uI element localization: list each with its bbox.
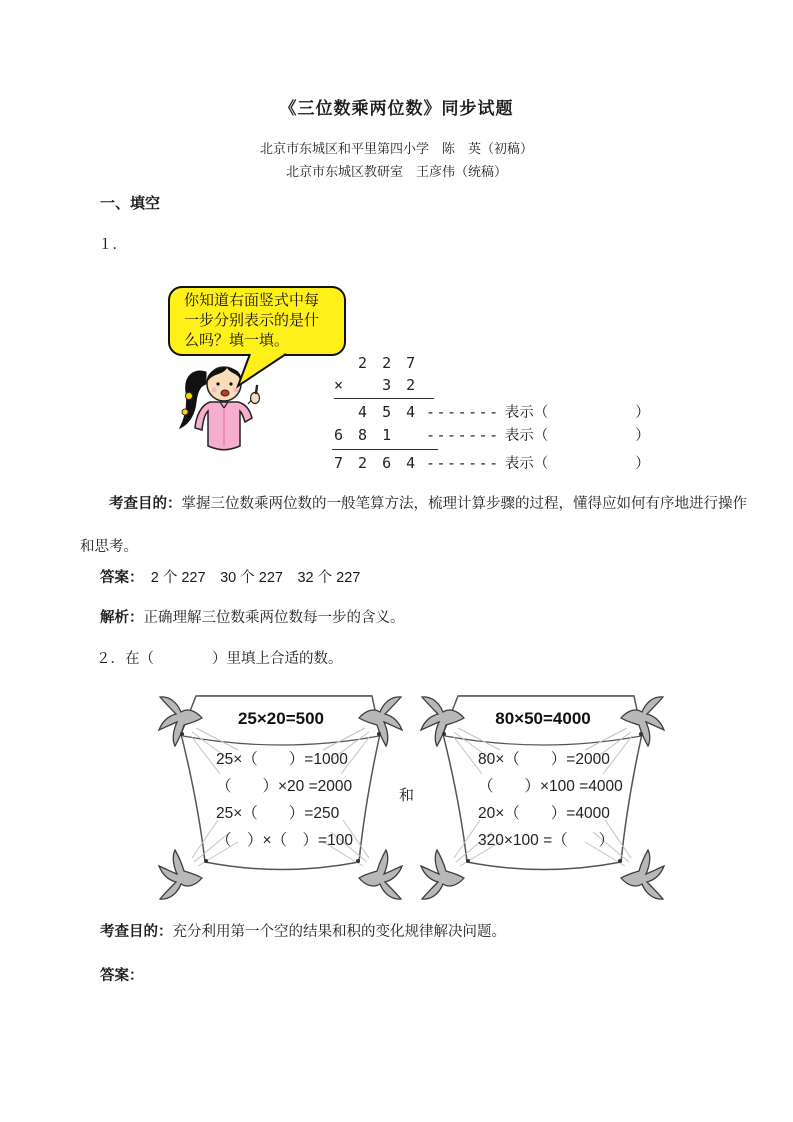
corner-knot [204,859,208,863]
question-2-prompt: ２．在（ ）里填上合适的数。 [96,651,343,667]
banner-left [158,690,403,902]
swallow-icon [359,850,402,899]
hair-bead [186,393,193,400]
hair-bead [182,409,188,415]
mult-row-partial2: 6 8 1 ------- 表示（ ） [334,426,650,444]
mult-rule-line [334,398,434,399]
banner-left-header: 25×20=500 [237,709,325,728]
section-heading: 一、填空 [100,195,161,212]
purpose-text: 充分利用第一个空的结果和积的变化规律解决问题。 [172,924,506,940]
speech-bubble: 你知道右面竖式中每一步分别表示的是什么吗？填一填。 [168,286,346,356]
analysis-label: 解析： [100,610,144,626]
purpose-text: 掌握三位数乘两位数的一般笔算方法，梳理计算步骤的过程，懂得应如何有序地进行操作和思考。 [80,496,747,555]
mult-annotation: 表示（ ） [504,405,650,421]
swallow-icon [621,850,664,899]
author-line-2: 北京市东城区教研室 王彦伟（统稿） [285,164,507,179]
q2-purpose-paragraph [100,922,506,942]
multiplication-block [334,352,650,475]
purpose-label: 考查目的： [100,924,173,940]
q1-answer-paragraph [100,568,360,588]
answer-text: 2 个 227 30 个 227 32 个 227 [150,570,361,586]
banner-line: 25×（ ）=1000 [216,751,348,768]
mult-row-partial1: 4 5 4 ------- 表示（ ） [334,403,650,421]
mult-annotation: 表示（ ） [504,428,650,444]
mult-rule-line [332,449,438,450]
banner-line: 25×（ ）=250 [216,805,340,822]
corner-knot [377,732,381,736]
answer-label: 答案： [100,968,144,984]
banner-line: （ ）×20 =2000 [216,778,353,795]
mult-row-product: 7 2 6 4 ------- 表示（ ） [334,454,650,472]
corner-knot [618,859,622,863]
connector-text: 和 [399,787,415,804]
corner-knot [639,732,643,736]
swallow-icon [421,850,464,899]
mult-row-multiplicand: 2 2 7 [334,354,419,372]
analysis-text: 正确理解三位数乘两位数每一步的含义。 [143,610,405,626]
q1-purpose-paragraph [80,483,752,569]
doc-title: 《三位数乘两位数》同步试题 [279,99,514,118]
banner-line: 80×（ ）=2000 [478,751,610,768]
banner-line: （ ）×100 =4000 [478,778,623,795]
corner-knot [356,859,360,863]
girl-mouth [221,390,229,396]
q1-analysis-paragraph [100,608,405,628]
dash-leader: ------- [426,426,500,444]
girl-blush [212,388,217,393]
banner-line: 20×（ ）=4000 [478,805,610,822]
swallow-icon [159,850,202,899]
speech-bubble-tail [232,353,302,389]
answer-label: 答案： [100,570,137,586]
corner-knot [180,732,184,736]
girl-hand [251,393,260,404]
mult-annotation: 表示（ ） [504,456,650,472]
banner-line: （ ）×（ ）=100 [216,832,353,849]
banner-line: 320×100 =（ ） [478,832,615,849]
dash-leader: ------- [426,454,500,472]
dash-leader: ------- [426,403,500,421]
mult-row-multiplier: × 3 2 [334,376,419,394]
author-line-1: 北京市东城区和平里第四小学 陈 英（初稿） [259,141,533,156]
question-1-number: １． [98,237,127,253]
purpose-label: 考查目的： [109,496,182,512]
banner-right [420,690,665,902]
banner-right-header: 80×50=4000 [495,709,591,728]
girl-eye [216,382,219,385]
corner-knot [442,732,446,736]
corner-knot [466,859,470,863]
q2-answer-paragraph [100,966,144,986]
